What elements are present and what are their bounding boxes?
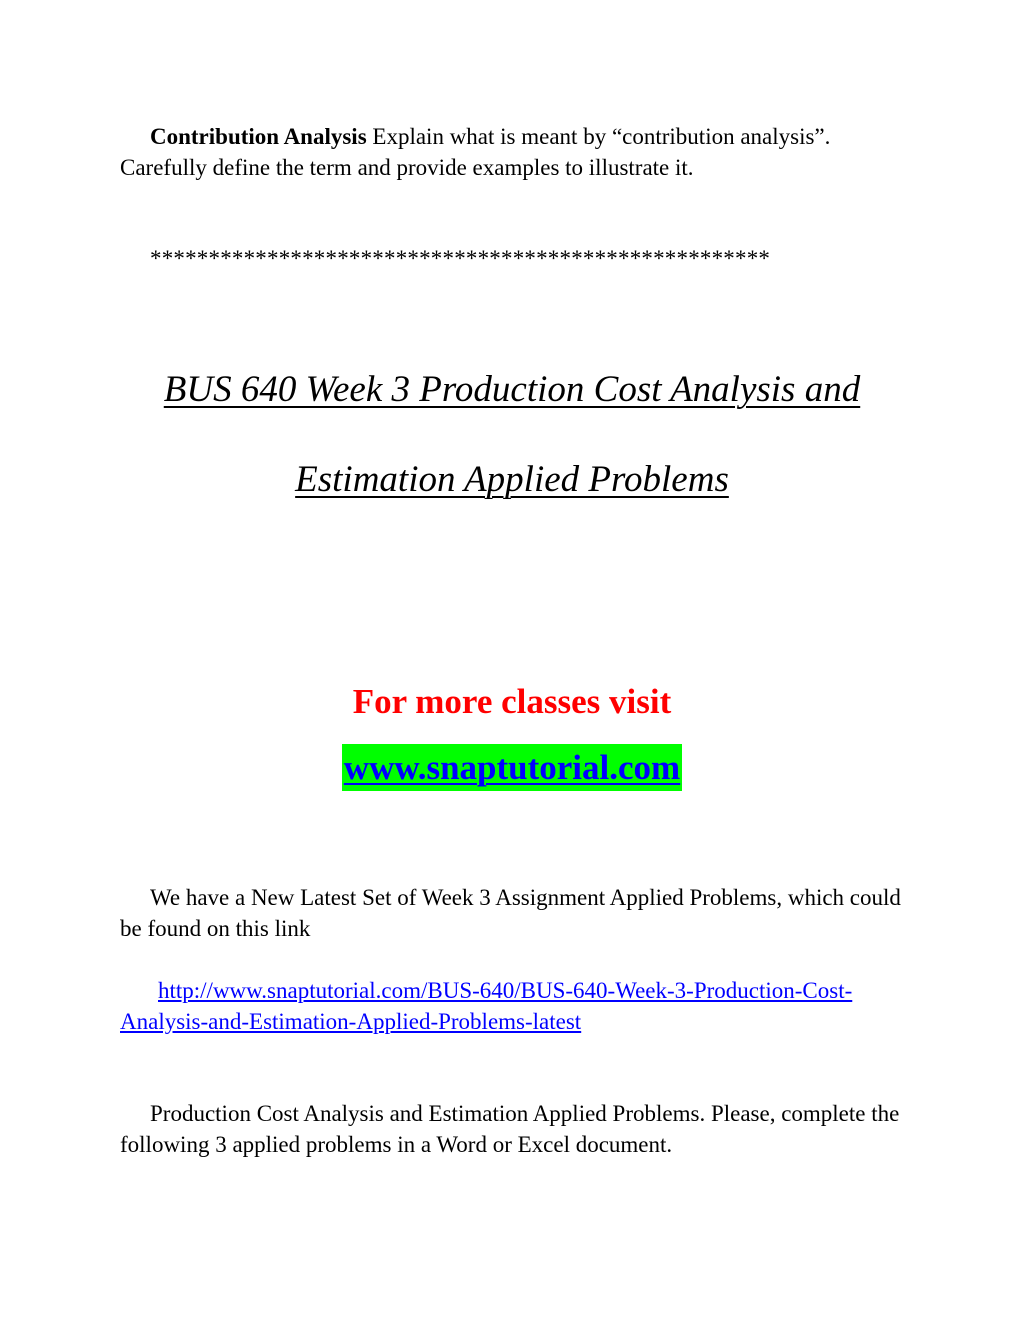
intro-heading: Contribution Analysis: [150, 124, 367, 149]
title-line-1-text: BUS 640 Week 3 Production Cost Analysis and: [163, 369, 861, 410]
title-line-2-text: Estimation Applied Problems: [295, 459, 729, 500]
notice-paragraph: We have a New Latest Set of Week 3 Assignment Applied Problems, which could be found on this link: [120, 885, 901, 941]
document-title-line-1: [0, 368, 1024, 412]
intro-paragraph: [120, 121, 920, 183]
latest-link-paragraph: [120, 975, 920, 1037]
closing-paragraph: Production Cost Analysis and Estimation Applied Problems. Please, complete the following 3 applied problems in a Word or Excel document.: [120, 1101, 900, 1157]
site-link-container: [0, 744, 1024, 791]
latest-problems-link[interactable]: http://www.snaptutorial.com/BUS-640/BUS-640-Week-3-Production-Cost-Analysis-and-Estimation-Applied-Problems-latest: [120, 978, 853, 1034]
promo-text: For more classes visit: [352, 682, 672, 721]
site-link[interactable]: www.snaptutorial.com: [342, 744, 682, 791]
document-title-line-2: [0, 458, 1024, 502]
separator-line: *****************************************************: [150, 246, 771, 271]
intro-text: Explain what is meant by “contribution analysis”. Carefully define the term and provide examples to illustrate it.: [120, 124, 831, 180]
